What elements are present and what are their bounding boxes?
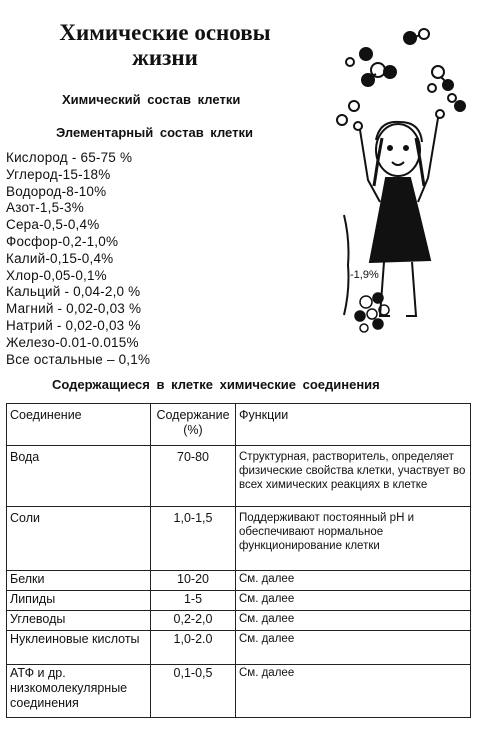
- functions-cell: См. далее: [236, 571, 471, 591]
- list-item: Калий-0,15-0,4%: [6, 250, 114, 266]
- bracket-percentage-label: -1,9%: [350, 269, 379, 281]
- functions-cell: См. далее: [236, 665, 471, 718]
- table-row: [7, 591, 471, 611]
- table-row: [7, 446, 471, 507]
- list-item: Сера-0,5-0,4%: [6, 217, 100, 233]
- molecule-icon: [362, 63, 396, 86]
- list-item: Натрий - 0,02-0,03 %: [6, 317, 141, 333]
- compound-cell: Соли: [7, 507, 151, 571]
- content-cell: 1,0-1,5: [151, 507, 236, 571]
- content-cell: 70-80: [151, 446, 236, 507]
- table-row: [7, 665, 471, 718]
- list-item: Железо-0.01-0.015%: [6, 334, 139, 350]
- subtitle-elemental: Элементарный состав клетки: [56, 125, 253, 140]
- list-item: Углерод-15-18%: [6, 166, 111, 182]
- compounds-table: [6, 403, 471, 718]
- content-cell: 0,2-2,0: [151, 611, 236, 631]
- column-header-content: Содержание (%): [151, 404, 236, 446]
- list-item: Все остальные – 0,1%: [6, 351, 151, 367]
- subtitle-compounds: Содержащиеся в клетке химические соединения: [52, 377, 380, 392]
- column-header-compound: Соединение: [7, 404, 151, 446]
- subtitle-composition: Химический состав клетки: [62, 92, 241, 107]
- element-list: [6, 150, 150, 368]
- content-cell: 10-20: [151, 571, 236, 591]
- molecule-icon: [428, 66, 465, 111]
- functions-cell: Структурная, растворитель, определяет физические свойства клетки, участвует во всех химических реакциях в клетке: [236, 446, 471, 507]
- list-item: Кальций - 0,04-2,0 %: [6, 284, 141, 300]
- compound-cell: Вода: [7, 446, 151, 507]
- list-item: Азот-1,5-3%: [6, 200, 84, 216]
- functions-cell: См. далее: [236, 611, 471, 631]
- functions-cell: См. далее: [236, 591, 471, 611]
- table-row: [7, 507, 471, 571]
- list-item: Кислород - 65-75 %: [6, 150, 133, 165]
- content-cell: 1-5: [151, 591, 236, 611]
- content-cell: 1,0-2.0: [151, 631, 236, 665]
- content-cell: 0,1-0,5: [151, 665, 236, 718]
- list-item: Магний - 0,02-0,03 %: [6, 301, 142, 317]
- molecule-icon: [346, 29, 429, 66]
- list-item: Водород-8-10%: [6, 183, 107, 199]
- list-item: Фосфор-0,2-1,0%: [6, 233, 119, 249]
- girl-juggling-molecules-illustration: [320, 10, 479, 340]
- compound-cell: Липиды: [7, 591, 151, 611]
- functions-cell: Поддерживают постоянный pH и обеспечивают нормальное функционирование клетки: [236, 507, 471, 571]
- compound-cell: Белки: [7, 571, 151, 591]
- table-row: [7, 571, 471, 591]
- page-title: Химические основы жизни: [59, 20, 271, 70]
- compound-cell: Углеводы: [7, 611, 151, 631]
- list-item: Хлор-0,05-0,1%: [6, 267, 107, 283]
- column-header-functions: Функции: [236, 404, 471, 446]
- compound-cell: АТФ и др. низкомолекулярные соединения: [7, 665, 151, 718]
- table-row: [7, 611, 471, 631]
- table-header-row: [7, 404, 471, 446]
- functions-cell: См. далее: [236, 631, 471, 665]
- compound-cell: Нуклеиновые кислоты: [7, 631, 151, 665]
- table-row: [7, 631, 471, 665]
